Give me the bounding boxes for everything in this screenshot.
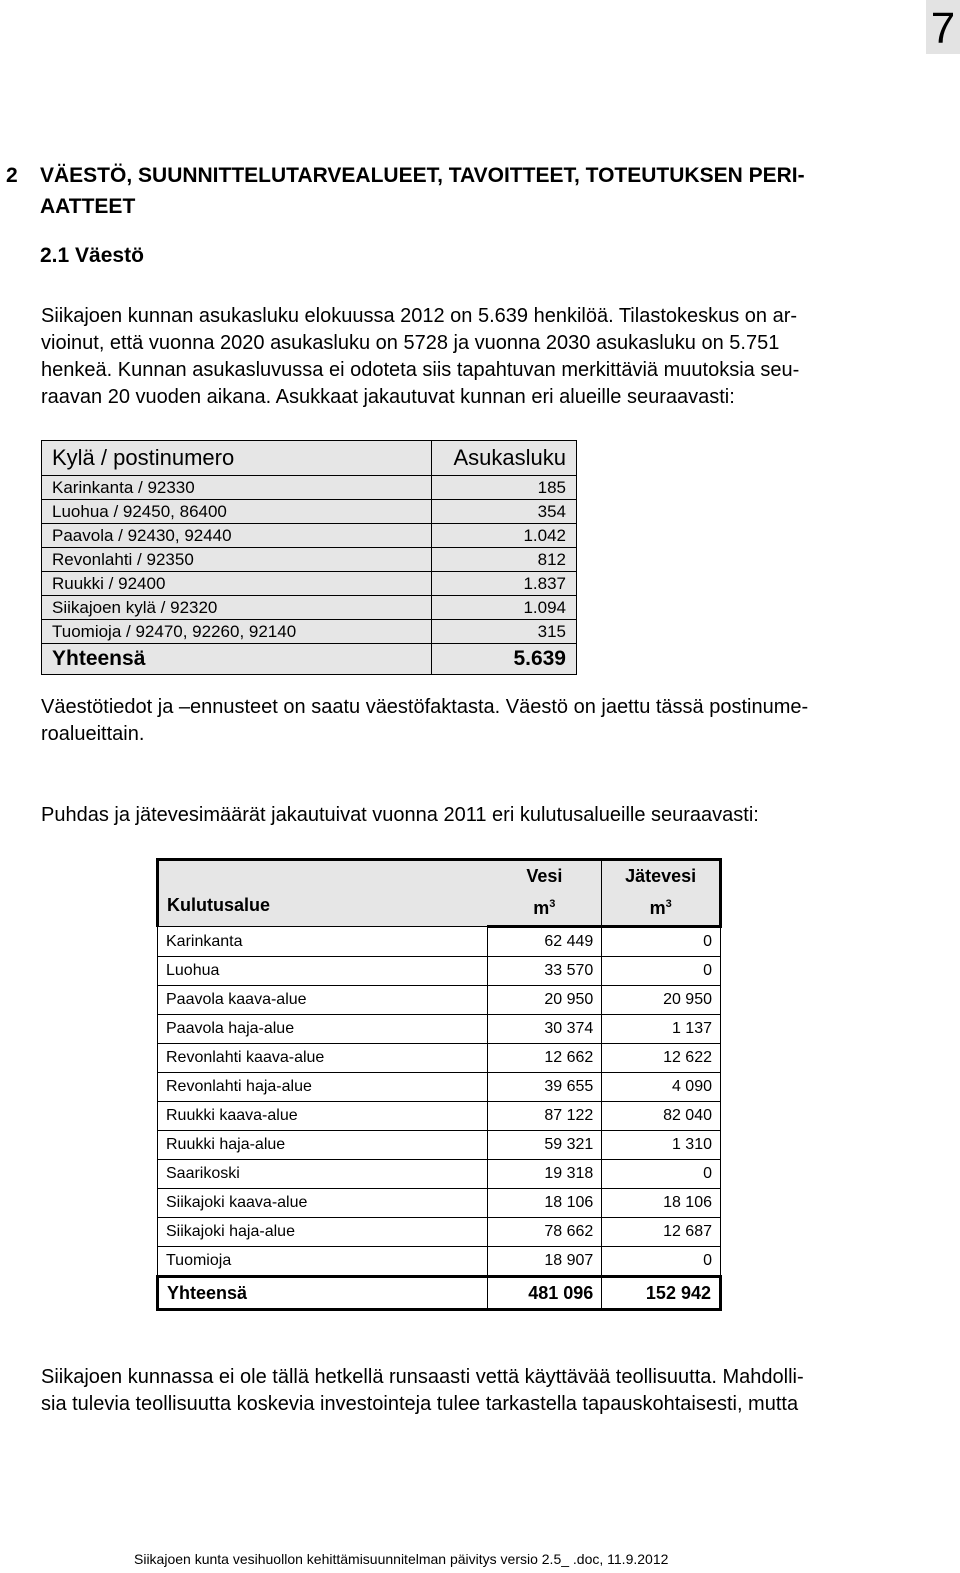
cell-wastewater: 0 <box>602 927 721 957</box>
total-water: 481 096 <box>487 1277 601 1310</box>
cell-wastewater: 0 <box>602 957 721 986</box>
table-row <box>42 572 577 596</box>
cell-population: 185 <box>432 476 577 500</box>
cell-wastewater: 0 <box>602 1247 721 1277</box>
cell-water: 20 950 <box>487 986 601 1015</box>
paragraph-industry <box>41 1364 921 1418</box>
table-row <box>158 986 721 1015</box>
cell-wastewater: 18 106 <box>602 1189 721 1218</box>
subsection-heading: 2.1 Väestö <box>40 244 144 267</box>
page-number: 7 <box>926 0 960 54</box>
table-row <box>42 500 577 524</box>
cell-area: Revonlahti kaava-alue <box>158 1044 488 1073</box>
cell-area: Siikajoki kaava-alue <box>158 1189 488 1218</box>
cell-population: 1.837 <box>432 572 577 596</box>
cell-water: 30 374 <box>487 1015 601 1044</box>
cell-area: Luohua <box>158 957 488 986</box>
cell-wastewater: 4 090 <box>602 1073 721 1102</box>
table-row <box>42 596 577 620</box>
paragraph-line: Siikajoen kunnan asukasluku elokuussa 2012 on 5.639 henkilöä. Tilastokeskus on ar- <box>41 305 798 327</box>
cell-village: Tuomioja / 92470, 92260, 92140 <box>42 620 432 644</box>
paragraph-population <box>41 303 921 411</box>
cell-area: Paavola kaava-alue <box>158 986 488 1015</box>
table-row <box>158 957 721 986</box>
table-row <box>158 1160 721 1189</box>
cell-area: Ruukki haja-alue <box>158 1131 488 1160</box>
cell-population: 812 <box>432 548 577 572</box>
cell-area: Paavola haja-alue <box>158 1015 488 1044</box>
section-heading <box>6 160 926 222</box>
cell-water: 19 318 <box>487 1160 601 1189</box>
cell-village: Ruukki / 92400 <box>42 572 432 596</box>
cell-water: 12 662 <box>487 1044 601 1073</box>
table-header-row <box>42 441 577 476</box>
unit-label: m <box>533 897 550 918</box>
table-row <box>158 1189 721 1218</box>
total-label: Yhteensä <box>158 1277 488 1310</box>
cell-village: Revonlahti / 92350 <box>42 548 432 572</box>
unit-exponent: 3 <box>665 897 672 910</box>
table-row <box>42 524 577 548</box>
table-row <box>158 1073 721 1102</box>
header-wastewater-unit <box>602 891 721 927</box>
total-wastewater: 152 942 <box>602 1277 721 1310</box>
page-footer: Siikajoen kunta vesihuollon kehittämisuunnitelman päivitys versio 2.5_ .doc, 11.9.2012 <box>134 1551 669 1567</box>
cell-water: 62 449 <box>487 927 601 957</box>
table-total-row <box>158 1277 721 1310</box>
table-row <box>158 927 721 957</box>
paragraph-water-intro <box>41 802 921 829</box>
total-label: Yhteensä <box>42 644 432 675</box>
cell-water: 78 662 <box>487 1218 601 1247</box>
paragraph-line: vioinut, että vuonna 2020 asukasluku on 5728 ja vuonna 2030 asukasluku on 5.751 <box>41 332 780 354</box>
cell-water: 18 106 <box>487 1189 601 1218</box>
table-row <box>158 1102 721 1131</box>
cell-water: 59 321 <box>487 1131 601 1160</box>
table-header-row <box>158 860 721 892</box>
header-village: Kylä / postinumero <box>42 441 432 476</box>
cell-wastewater: 1 310 <box>602 1131 721 1160</box>
paragraph-line: roalueittain. <box>41 723 145 745</box>
table-row <box>158 1015 721 1044</box>
cell-wastewater: 20 950 <box>602 986 721 1015</box>
cell-wastewater: 12 622 <box>602 1044 721 1073</box>
cell-wastewater: 1 137 <box>602 1015 721 1044</box>
unit-exponent: 3 <box>549 897 556 910</box>
table-row <box>158 1131 721 1160</box>
cell-wastewater: 82 040 <box>602 1102 721 1131</box>
table-row <box>158 1218 721 1247</box>
cell-area: Revonlahti haja-alue <box>158 1073 488 1102</box>
cell-village: Paavola / 92430, 92440 <box>42 524 432 548</box>
cell-water: 87 122 <box>487 1102 601 1131</box>
header-water: Vesi <box>487 860 601 892</box>
paragraph-line: sia tulevia teollisuutta koskevia investointeja tulee tarkastella tapauskohtaisesti, mutta <box>41 1393 799 1415</box>
table-row <box>42 548 577 572</box>
cell-village: Siikajoen kylä / 92320 <box>42 596 432 620</box>
cell-village: Karinkanta / 92330 <box>42 476 432 500</box>
table-total-row <box>42 644 577 675</box>
unit-label: m <box>649 897 666 918</box>
cell-area: Siikajoki haja-alue <box>158 1218 488 1247</box>
cell-wastewater: 12 687 <box>602 1218 721 1247</box>
section-title-line1: VÄESTÖ, SUUNNITTELUTARVEALUEET, TAVOITTEET, TOTEUTUKSEN PERI- <box>40 164 805 187</box>
paragraph-line: henkeä. Kunnan asukasluvussa ei odoteta siis tapahtuvan merkittäviä muutoksia seu- <box>41 359 800 381</box>
cell-population: 354 <box>432 500 577 524</box>
table-row <box>158 1247 721 1277</box>
water-consumption-table <box>156 858 722 1311</box>
paragraph-source <box>41 694 921 748</box>
table-row <box>42 620 577 644</box>
cell-area: Saarikoski <box>158 1160 488 1189</box>
paragraph-line: Puhdas ja jätevesimäärät jakautuivat vuonna 2011 eri kulutusalueille seuraavasti: <box>41 804 759 826</box>
total-population: 5.639 <box>432 644 577 675</box>
cell-area: Karinkanta <box>158 927 488 957</box>
table-row <box>42 476 577 500</box>
section-number: 2 <box>6 164 18 187</box>
cell-water: 39 655 <box>487 1073 601 1102</box>
header-population: Asukasluku <box>432 441 577 476</box>
cell-water: 33 570 <box>487 957 601 986</box>
header-wastewater: Jätevesi <box>602 860 721 892</box>
paragraph-line: raavan 20 vuoden aikana. Asukkaat jakautuvat kunnan eri alueille seuraavasti: <box>41 386 735 408</box>
population-table <box>41 440 577 675</box>
cell-population: 1.042 <box>432 524 577 548</box>
cell-area: Tuomioja <box>158 1247 488 1277</box>
paragraph-line: Väestötiedot ja –ennusteet on saatu väestöfaktasta. Väestö on jaettu tässä postinume- <box>41 696 809 718</box>
paragraph-line: Siikajoen kunnassa ei ole tällä hetkellä runsaasti vettä käyttävää teollisuutta. Mahdolli- <box>41 1366 804 1388</box>
header-area: Kulutusalue <box>158 860 488 927</box>
section-title-line2: AATTEET <box>40 195 136 218</box>
header-water-unit <box>487 891 601 927</box>
cell-population: 1.094 <box>432 596 577 620</box>
table-row <box>158 1044 721 1073</box>
cell-water: 18 907 <box>487 1247 601 1277</box>
cell-population: 315 <box>432 620 577 644</box>
cell-village: Luohua / 92450, 86400 <box>42 500 432 524</box>
cell-wastewater: 0 <box>602 1160 721 1189</box>
cell-area: Ruukki kaava-alue <box>158 1102 488 1131</box>
